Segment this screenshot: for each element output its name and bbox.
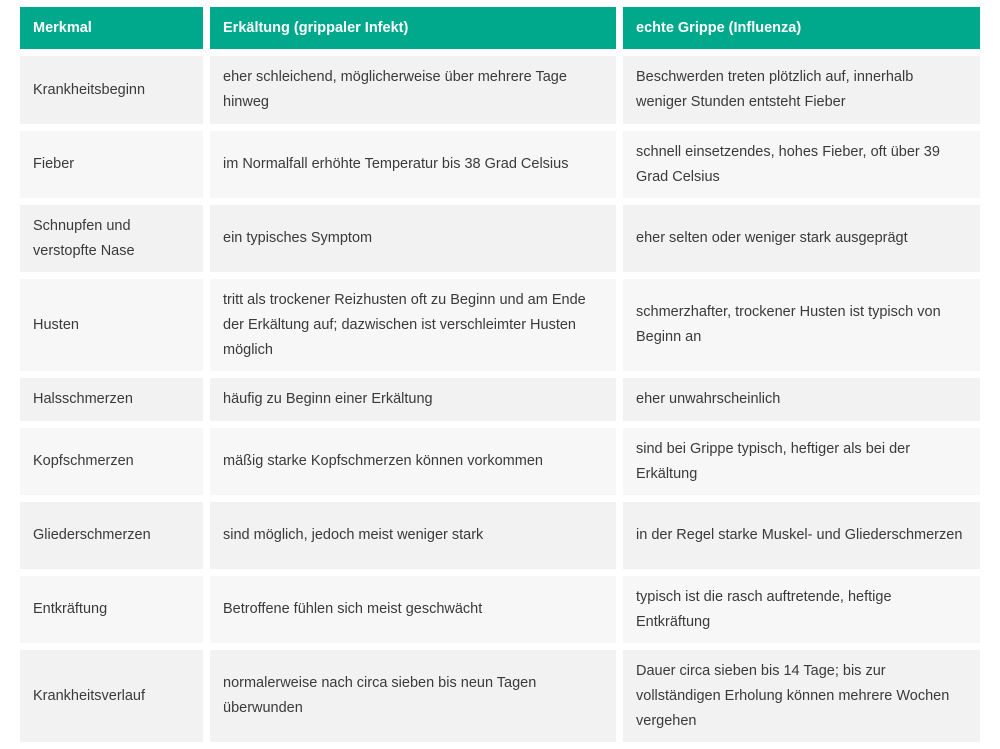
flu-cell: Dauer circa sieben bis 14 Tage; bis zur vollständigen Erholung können mehrere Wochen vergehen [623, 650, 980, 742]
table-row [20, 131, 980, 198]
table-row [20, 378, 980, 421]
flu-cell: eher unwahrscheinlich [623, 378, 980, 421]
table-row [20, 279, 980, 371]
table-header-row [20, 7, 980, 49]
header-grippe: echte Grippe (Influenza) [623, 7, 980, 49]
header-merkmal: Merkmal [20, 7, 203, 49]
table-row [20, 502, 980, 569]
row-label: Husten [20, 279, 203, 371]
flu-cell: sind bei Grippe typisch, heftiger als bei der Erkältung [623, 428, 980, 495]
row-label: Entkräftung [20, 576, 203, 643]
cold-cell: tritt als trockener Reizhusten oft zu Beginn und am Ende der Erkältung auf; dazwischen ist verschleimter Husten möglich [210, 279, 616, 371]
flu-cell: schmerzhafter, trockener Husten ist typisch von Beginn an [623, 279, 980, 371]
table-row [20, 428, 980, 495]
flu-cell: eher selten oder weniger stark ausgeprägt [623, 205, 980, 272]
cold-cell: häufig zu Beginn einer Erkältung [210, 378, 616, 421]
table-row [20, 205, 980, 272]
cold-cell: mäßig starke Kopfschmerzen können vorkommen [210, 428, 616, 495]
row-label: Schnupfen und verstopfte Nase [20, 205, 203, 272]
flu-cell: Beschwerden treten plötzlich auf, innerhalb weniger Stunden entsteht Fieber [623, 56, 980, 124]
row-label: Halsschmerzen [20, 378, 203, 421]
cold-cell: eher schleichend, möglicherweise über mehrere Tage hinweg [210, 56, 616, 124]
table-row [20, 56, 980, 124]
header-erkaeltung: Erkältung (grippaler Infekt) [210, 7, 616, 49]
row-label: Krankheitsbeginn [20, 56, 203, 124]
table-row [20, 650, 980, 742]
flu-cell: typisch ist die rasch auftretende, heftige Entkräftung [623, 576, 980, 643]
row-label: Krankheitsverlauf [20, 650, 203, 742]
cold-cell: ein typisches Symptom [210, 205, 616, 272]
row-label: Fieber [20, 131, 203, 198]
table-row [20, 576, 980, 643]
row-label: Kopfschmerzen [20, 428, 203, 495]
cold-cell: Betroffene fühlen sich meist geschwächt [210, 576, 616, 643]
flu-cell: schnell einsetzendes, hohes Fieber, oft über 39 Grad Celsius [623, 131, 980, 198]
row-label: Gliederschmerzen [20, 502, 203, 569]
flu-cell: in der Regel starke Muskel- und Gliederschmerzen [623, 502, 980, 569]
cold-cell: im Normalfall erhöhte Temperatur bis 38 Grad Celsius [210, 131, 616, 198]
comparison-table [20, 7, 980, 749]
cold-cell: normalerweise nach circa sieben bis neun Tagen überwunden [210, 650, 616, 742]
cold-cell: sind möglich, jedoch meist weniger stark [210, 502, 616, 569]
